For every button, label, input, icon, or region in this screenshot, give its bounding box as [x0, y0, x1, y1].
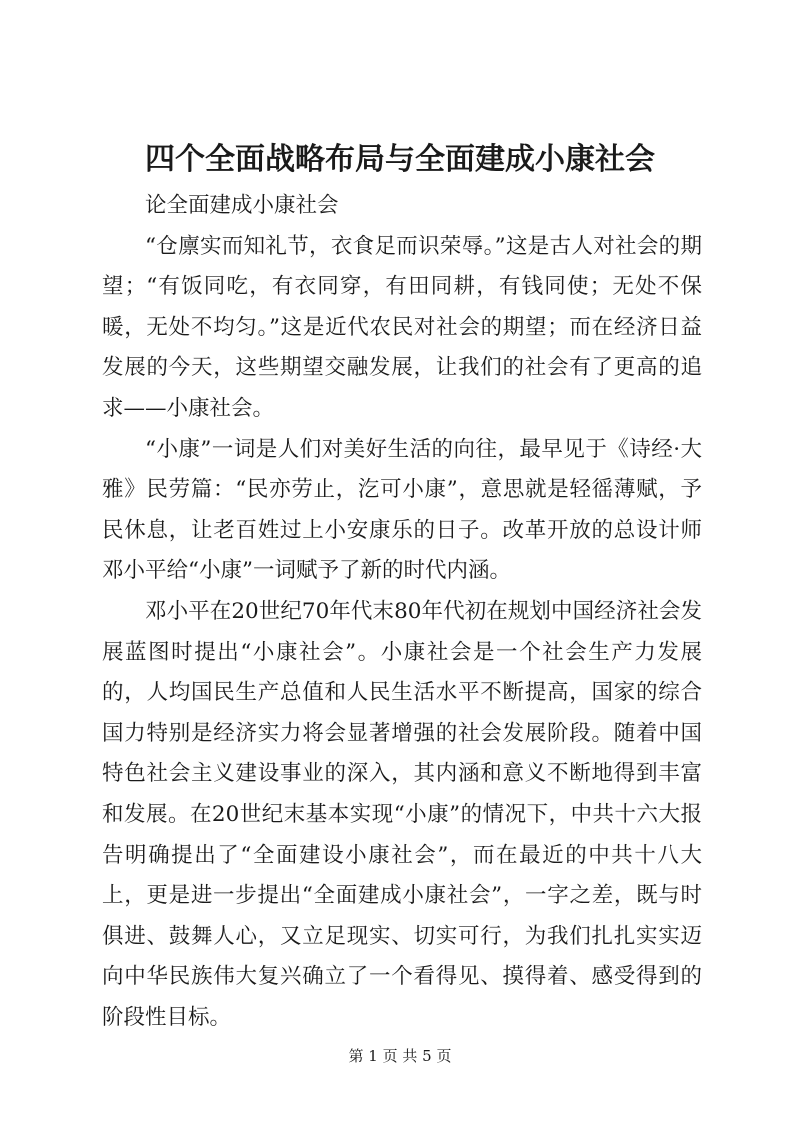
paragraph: “小康”一词是人们对美好生活的向往，最早见于《诗经·大雅》民劳篇：“民亦劳止，汔可小康”，意思就是轻徭薄赋，予民休息，让老百姓过上小安康乐的日子。改革开放的总设计师邓小平给“小康”一词赋予了新的时代内涵。: [102, 436, 702, 584]
paragraph: “仓廪实而知礼节，衣食足而识荣辱。”这是古人对社会的期望；“有饭同吃，有衣同穿，有田同耕，有钱同使；无处不保暖，无处不均匀。”这是近代农民对社会的期望；而在经济日益发展的今天，这些期望交融发展，让我们的社会有了更高的追求——小康社会。: [102, 233, 702, 421]
document-subtitle: 论全面建成小康社会: [145, 193, 339, 218]
document-title: 四个全面战略布局与全面建成小康社会: [145, 142, 655, 177]
page-footer: 第 1 页 共 5 页: [348, 1047, 452, 1065]
document-body: [102, 186, 702, 1038]
paragraph: 邓小平在20世纪70年代末80年代初在规划中国经济社会发展蓝图时提出“小康社会”。小康社会是一个社会生产力发展的，人均国民生产总值和人民生活水平不断提高，国家的综合国力特别是经济实力将会显著增强的社会发展阶段。随着中国特色社会主义建设事业的深入，其内涵和意义不断地得到丰富和发展。在20世纪末基本实现“小康”的情况下，中共十六大报告明确提出了“全面建设小康社会”，而在最近的中共十八大上，更是进一步提出“全面建成小康社会”，一字之差，既与时俱进、鼓舞人心，又立足现实、切实可行，为我们扎扎实实迈向中华民族伟大复兴确立了一个看得见、摸得着、感受得到的阶段性目标。: [102, 598, 702, 1030]
